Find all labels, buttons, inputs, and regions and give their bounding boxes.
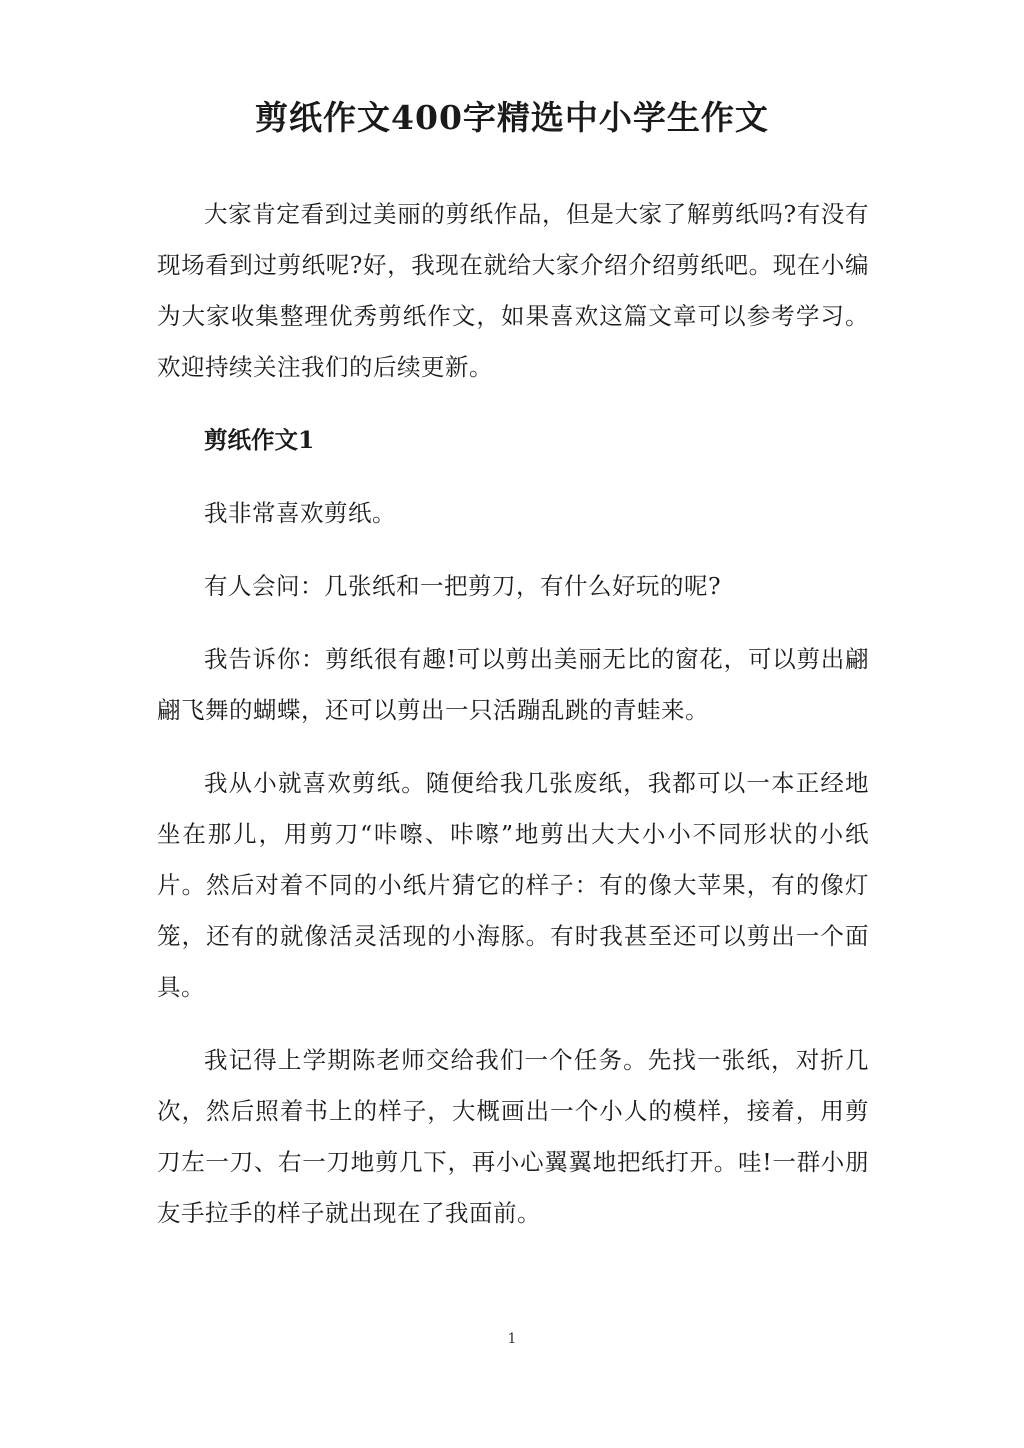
body-paragraph: 有人会问：几张纸和一把剪刀，有什么好玩的呢? (204, 572, 722, 600)
body-paragraph: 我告诉你：剪纸很有趣!可以剪出美丽无比的窗花，可以剪出翩翩飞舞的蝴蝶，还可以剪出一只活蹦乱跳的青蛙来。 (157, 645, 869, 724)
section-heading: 剪纸作文1 (204, 426, 315, 454)
intro-paragraph: 大家肯定看到过美丽的剪纸作品，但是大家了解剪纸吗?有没有现场看到过剪纸呢?好，我现在就给大家介绍介绍剪纸吧。现在小编为大家收集整理优秀剪纸作文，如果喜欢这篇文章可以参考学习。欢迎持续关注我们的后续更新。 (157, 200, 869, 381)
body-paragraph: 我从小就喜欢剪纸。随便给我几张废纸，我都可以一本正经地坐在那儿，用剪刀“咔嚓、咔嚓”地剪出大大小小不同形状的小纸片。然后对着不同的小纸片猜它的样子：有的像大苹果，有的像灯笼，还有的就像活灵活现的小海豚。有时我甚至还可以剪出一个面具。 (157, 769, 869, 1001)
document-body (157, 189, 869, 1261)
body-paragraph: 我非常喜欢剪纸。 (204, 499, 396, 527)
page-number: 1 (507, 1331, 517, 1347)
document-title: 剪纸作文400字精选中小学生作文 (255, 98, 769, 137)
body-paragraph: 我记得上学期陈老师交给我们一个任务。先找一张纸，对折几次，然后照着书上的样子，大概画出一个小人的模样，接着，用剪刀左一刀、右一刀地剪几下，再小心翼翼地把纸打开。哇!一群小朋友手拉手的样子就出现在了我面前。 (157, 1046, 869, 1227)
